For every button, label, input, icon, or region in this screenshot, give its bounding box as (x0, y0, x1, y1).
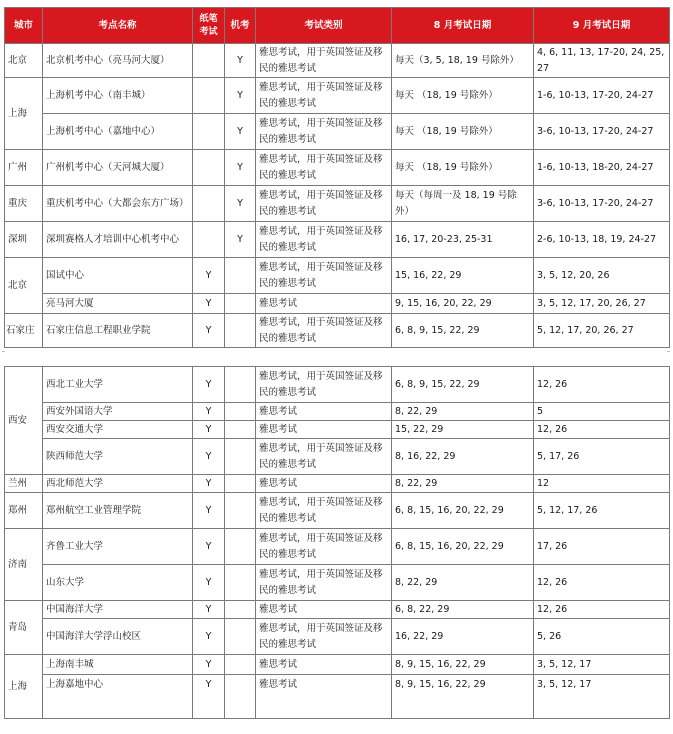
venue-cell: 陕西师范大学 (43, 439, 193, 475)
paper-cell: Y (193, 601, 225, 619)
venue-cell: 西北工业大学 (43, 367, 193, 403)
venue-cell: 石家庄信息工程职业学院 (43, 314, 193, 348)
category-cell: 雅思考试，用于英国签证及移民的雅思考试 (256, 439, 392, 475)
august-dates-cell: 6, 8, 15, 16, 20, 22, 29 (392, 493, 534, 529)
city-cell: 重庆 (5, 186, 43, 222)
computer-cell (225, 367, 256, 403)
table-row (5, 294, 670, 314)
paper-cell (193, 114, 225, 150)
august-dates-cell: 8, 9, 15, 16, 22, 29 (392, 675, 534, 719)
august-dates-cell: 6, 8, 9, 15, 22, 29 (392, 367, 534, 403)
page-break-mark-right (667, 351, 670, 352)
paper-cell (193, 186, 225, 222)
august-dates-cell: 每天 （18, 19 号除外） (392, 78, 534, 114)
september-dates-cell: 3-6, 10-13, 17-20, 24-27 (534, 186, 670, 222)
venue-cell: 深圳赛格人才培训中心机考中心 (43, 222, 193, 258)
header-september: 9 月考试日期 (534, 8, 670, 44)
venue-cell: 郑州航空工业管理学院 (43, 493, 193, 529)
august-dates-cell: 每天（3, 5, 18, 19 号除外） (392, 44, 534, 78)
table-row (5, 258, 670, 294)
category-cell: 雅思考试 (256, 475, 392, 493)
header-paper: 纸笔考试 (193, 8, 225, 44)
category-cell: 雅思考试 (256, 655, 392, 675)
category-cell: 雅思考试，用于英国签证及移民的雅思考试 (256, 565, 392, 601)
venue-cell: 西安交通大学 (43, 421, 193, 439)
city-cell: 北京 (5, 258, 43, 314)
venue-cell: 中国海洋大学 (43, 601, 193, 619)
computer-cell (225, 294, 256, 314)
table-row (5, 421, 670, 439)
table-row (5, 439, 670, 475)
category-cell: 雅思考试，用于英国签证及移民的雅思考试 (256, 493, 392, 529)
september-dates-cell: 4, 6, 11, 13, 17-20, 24, 25, 27 (534, 44, 670, 78)
computer-cell: Y (225, 44, 256, 78)
table-row (5, 493, 670, 529)
city-cell: 广州 (5, 150, 43, 186)
venue-cell: 北京机考中心（亮马河大厦） (43, 44, 193, 78)
table-row (5, 529, 670, 565)
page-break-mark-left (2, 351, 5, 352)
venue-cell: 上海机考中心（南丰城） (43, 78, 193, 114)
september-dates-cell: 12, 26 (534, 421, 670, 439)
paper-cell: Y (193, 493, 225, 529)
august-dates-cell: 每天 （18, 19 号除外） (392, 150, 534, 186)
paper-cell: Y (193, 367, 225, 403)
table-row (5, 675, 670, 719)
paper-cell (193, 222, 225, 258)
computer-cell (225, 675, 256, 719)
september-dates-cell: 3, 5, 12, 17 (534, 655, 670, 675)
august-dates-cell: 15, 16, 22, 29 (392, 258, 534, 294)
city-cell: 上海 (5, 78, 43, 150)
table-row (5, 44, 670, 78)
venue-cell: 上海机考中心（嘉地中心） (43, 114, 193, 150)
paper-cell: Y (193, 439, 225, 475)
computer-cell (225, 529, 256, 565)
august-dates-cell: 6, 8, 15, 16, 20, 22, 29 (392, 529, 534, 565)
computer-cell (225, 403, 256, 421)
august-dates-cell: 8, 9, 15, 16, 22, 29 (392, 655, 534, 675)
venue-cell: 山东大学 (43, 565, 193, 601)
category-cell: 雅思考试，用于英国签证及移民的雅思考试 (256, 529, 392, 565)
august-dates-cell: 16, 17, 20-23, 25-31 (392, 222, 534, 258)
computer-cell: Y (225, 222, 256, 258)
computer-cell (225, 314, 256, 348)
september-dates-cell: 5, 12, 17, 20, 26, 27 (534, 314, 670, 348)
september-dates-cell: 3-6, 10-13, 17-20, 24-27 (534, 114, 670, 150)
september-dates-cell: 12, 26 (534, 565, 670, 601)
table-row (5, 222, 670, 258)
table-row (5, 367, 670, 403)
september-dates-cell: 1-6, 10-13, 18-20, 24-27 (534, 150, 670, 186)
category-cell: 雅思考试，用于英国签证及移民的雅思考试 (256, 186, 392, 222)
venue-cell: 上海嘉地中心 (43, 675, 193, 719)
paper-cell: Y (193, 294, 225, 314)
city-cell: 济南 (5, 529, 43, 601)
category-cell: 雅思考试 (256, 294, 392, 314)
august-dates-cell: 6, 8, 9, 15, 22, 29 (392, 314, 534, 348)
august-dates-cell: 9, 15, 16, 20, 22, 29 (392, 294, 534, 314)
september-dates-cell: 1-6, 10-13, 17-20, 24-27 (534, 78, 670, 114)
category-cell: 雅思考试，用于英国签证及移民的雅思考试 (256, 150, 392, 186)
paper-cell: Y (193, 258, 225, 294)
table-row (5, 619, 670, 655)
table-row (5, 475, 670, 493)
header-city: 城市 (5, 8, 43, 44)
august-dates-cell: 8, 16, 22, 29 (392, 439, 534, 475)
september-dates-cell: 5, 26 (534, 619, 670, 655)
september-dates-cell: 3, 5, 12, 20, 26 (534, 258, 670, 294)
august-dates-cell: 15, 22, 29 (392, 421, 534, 439)
category-cell: 雅思考试 (256, 601, 392, 619)
header-venue: 考点名称 (43, 8, 193, 44)
table-row (5, 601, 670, 619)
paper-cell: Y (193, 619, 225, 655)
header-august: 8 月考试日期 (392, 8, 534, 44)
table-row (5, 78, 670, 114)
category-cell: 雅思考试，用于英国签证及移民的雅思考试 (256, 114, 392, 150)
category-cell: 雅思考试 (256, 421, 392, 439)
august-dates-cell: 每天 （18, 19 号除外） (392, 114, 534, 150)
paper-cell: Y (193, 421, 225, 439)
city-cell: 西安 (5, 367, 43, 475)
september-dates-cell: 2-6, 10-13, 18, 19, 24-27 (534, 222, 670, 258)
august-dates-cell: 16, 22, 29 (392, 619, 534, 655)
august-dates-cell: 8, 22, 29 (392, 565, 534, 601)
city-cell: 青岛 (5, 601, 43, 655)
category-cell: 雅思考试 (256, 403, 392, 421)
august-dates-cell: 8, 22, 29 (392, 475, 534, 493)
paper-cell: Y (193, 314, 225, 348)
computer-cell (225, 619, 256, 655)
computer-cell (225, 601, 256, 619)
venue-cell: 广州机考中心（天河城大厦） (43, 150, 193, 186)
august-dates-cell: 6, 8, 22, 29 (392, 601, 534, 619)
category-cell: 雅思考试，用于英国签证及移民的雅思考试 (256, 367, 392, 403)
august-dates-cell: 8, 22, 29 (392, 403, 534, 421)
computer-cell (225, 439, 256, 475)
venue-cell: 上海南丰城 (43, 655, 193, 675)
table-row (5, 403, 670, 421)
september-dates-cell: 12 (534, 475, 670, 493)
september-dates-cell: 17, 26 (534, 529, 670, 565)
paper-cell (193, 44, 225, 78)
september-dates-cell: 12, 26 (534, 367, 670, 403)
category-cell: 雅思考试，用于英国签证及移民的雅思考试 (256, 222, 392, 258)
paper-cell (193, 78, 225, 114)
computer-cell (225, 258, 256, 294)
paper-cell: Y (193, 475, 225, 493)
september-dates-cell: 5, 12, 17, 26 (534, 493, 670, 529)
category-cell: 雅思考试，用于英国签证及移民的雅思考试 (256, 619, 392, 655)
september-dates-cell: 5 (534, 403, 670, 421)
venue-cell: 西北师范大学 (43, 475, 193, 493)
september-dates-cell: 5, 17, 26 (534, 439, 670, 475)
computer-cell (225, 421, 256, 439)
category-cell: 雅思考试，用于英国签证及移民的雅思考试 (256, 78, 392, 114)
table-row (5, 314, 670, 348)
table-row (5, 655, 670, 675)
september-dates-cell: 3, 5, 12, 17 (534, 675, 670, 719)
paper-cell: Y (193, 403, 225, 421)
august-dates-cell: 每天（每周一及 18, 19 号除外） (392, 186, 534, 222)
paper-cell (193, 150, 225, 186)
computer-cell (225, 475, 256, 493)
paper-cell: Y (193, 655, 225, 675)
september-dates-cell: 3, 5, 12, 17, 20, 26, 27 (534, 294, 670, 314)
city-cell: 郑州 (5, 493, 43, 529)
table-row (5, 150, 670, 186)
exam-schedule-table-part2 (4, 366, 670, 719)
computer-cell (225, 565, 256, 601)
venue-cell: 国试中心 (43, 258, 193, 294)
computer-cell: Y (225, 150, 256, 186)
city-cell: 深圳 (5, 222, 43, 258)
city-cell: 石家庄 (5, 314, 43, 348)
venue-cell: 重庆机考中心（大都会东方广场） (43, 186, 193, 222)
category-cell: 雅思考试，用于英国签证及移民的雅思考试 (256, 258, 392, 294)
category-cell: 雅思考试，用于英国签证及移民的雅思考试 (256, 314, 392, 348)
city-cell: 上海 (5, 655, 43, 719)
header-row (5, 8, 670, 44)
paper-cell: Y (193, 529, 225, 565)
table-row (5, 186, 670, 222)
header-computer: 机考 (225, 8, 256, 44)
category-cell: 雅思考试 (256, 675, 392, 719)
paper-cell: Y (193, 675, 225, 719)
paper-cell: Y (193, 565, 225, 601)
header-category: 考试类别 (256, 8, 392, 44)
venue-cell: 齐鲁工业大学 (43, 529, 193, 565)
category-cell: 雅思考试，用于英国签证及移民的雅思考试 (256, 44, 392, 78)
computer-cell: Y (225, 114, 256, 150)
table-row (5, 565, 670, 601)
september-dates-cell: 12, 26 (534, 601, 670, 619)
page-break (0, 348, 673, 366)
computer-cell: Y (225, 78, 256, 114)
table-row (5, 114, 670, 150)
city-cell: 兰州 (5, 475, 43, 493)
venue-cell: 中国海洋大学浮山校区 (43, 619, 193, 655)
venue-cell: 亮马河大厦 (43, 294, 193, 314)
computer-cell (225, 655, 256, 675)
venue-cell: 西安外国语大学 (43, 403, 193, 421)
computer-cell (225, 493, 256, 529)
exam-schedule-table-part1 (4, 7, 670, 348)
city-cell: 北京 (5, 44, 43, 78)
computer-cell: Y (225, 186, 256, 222)
